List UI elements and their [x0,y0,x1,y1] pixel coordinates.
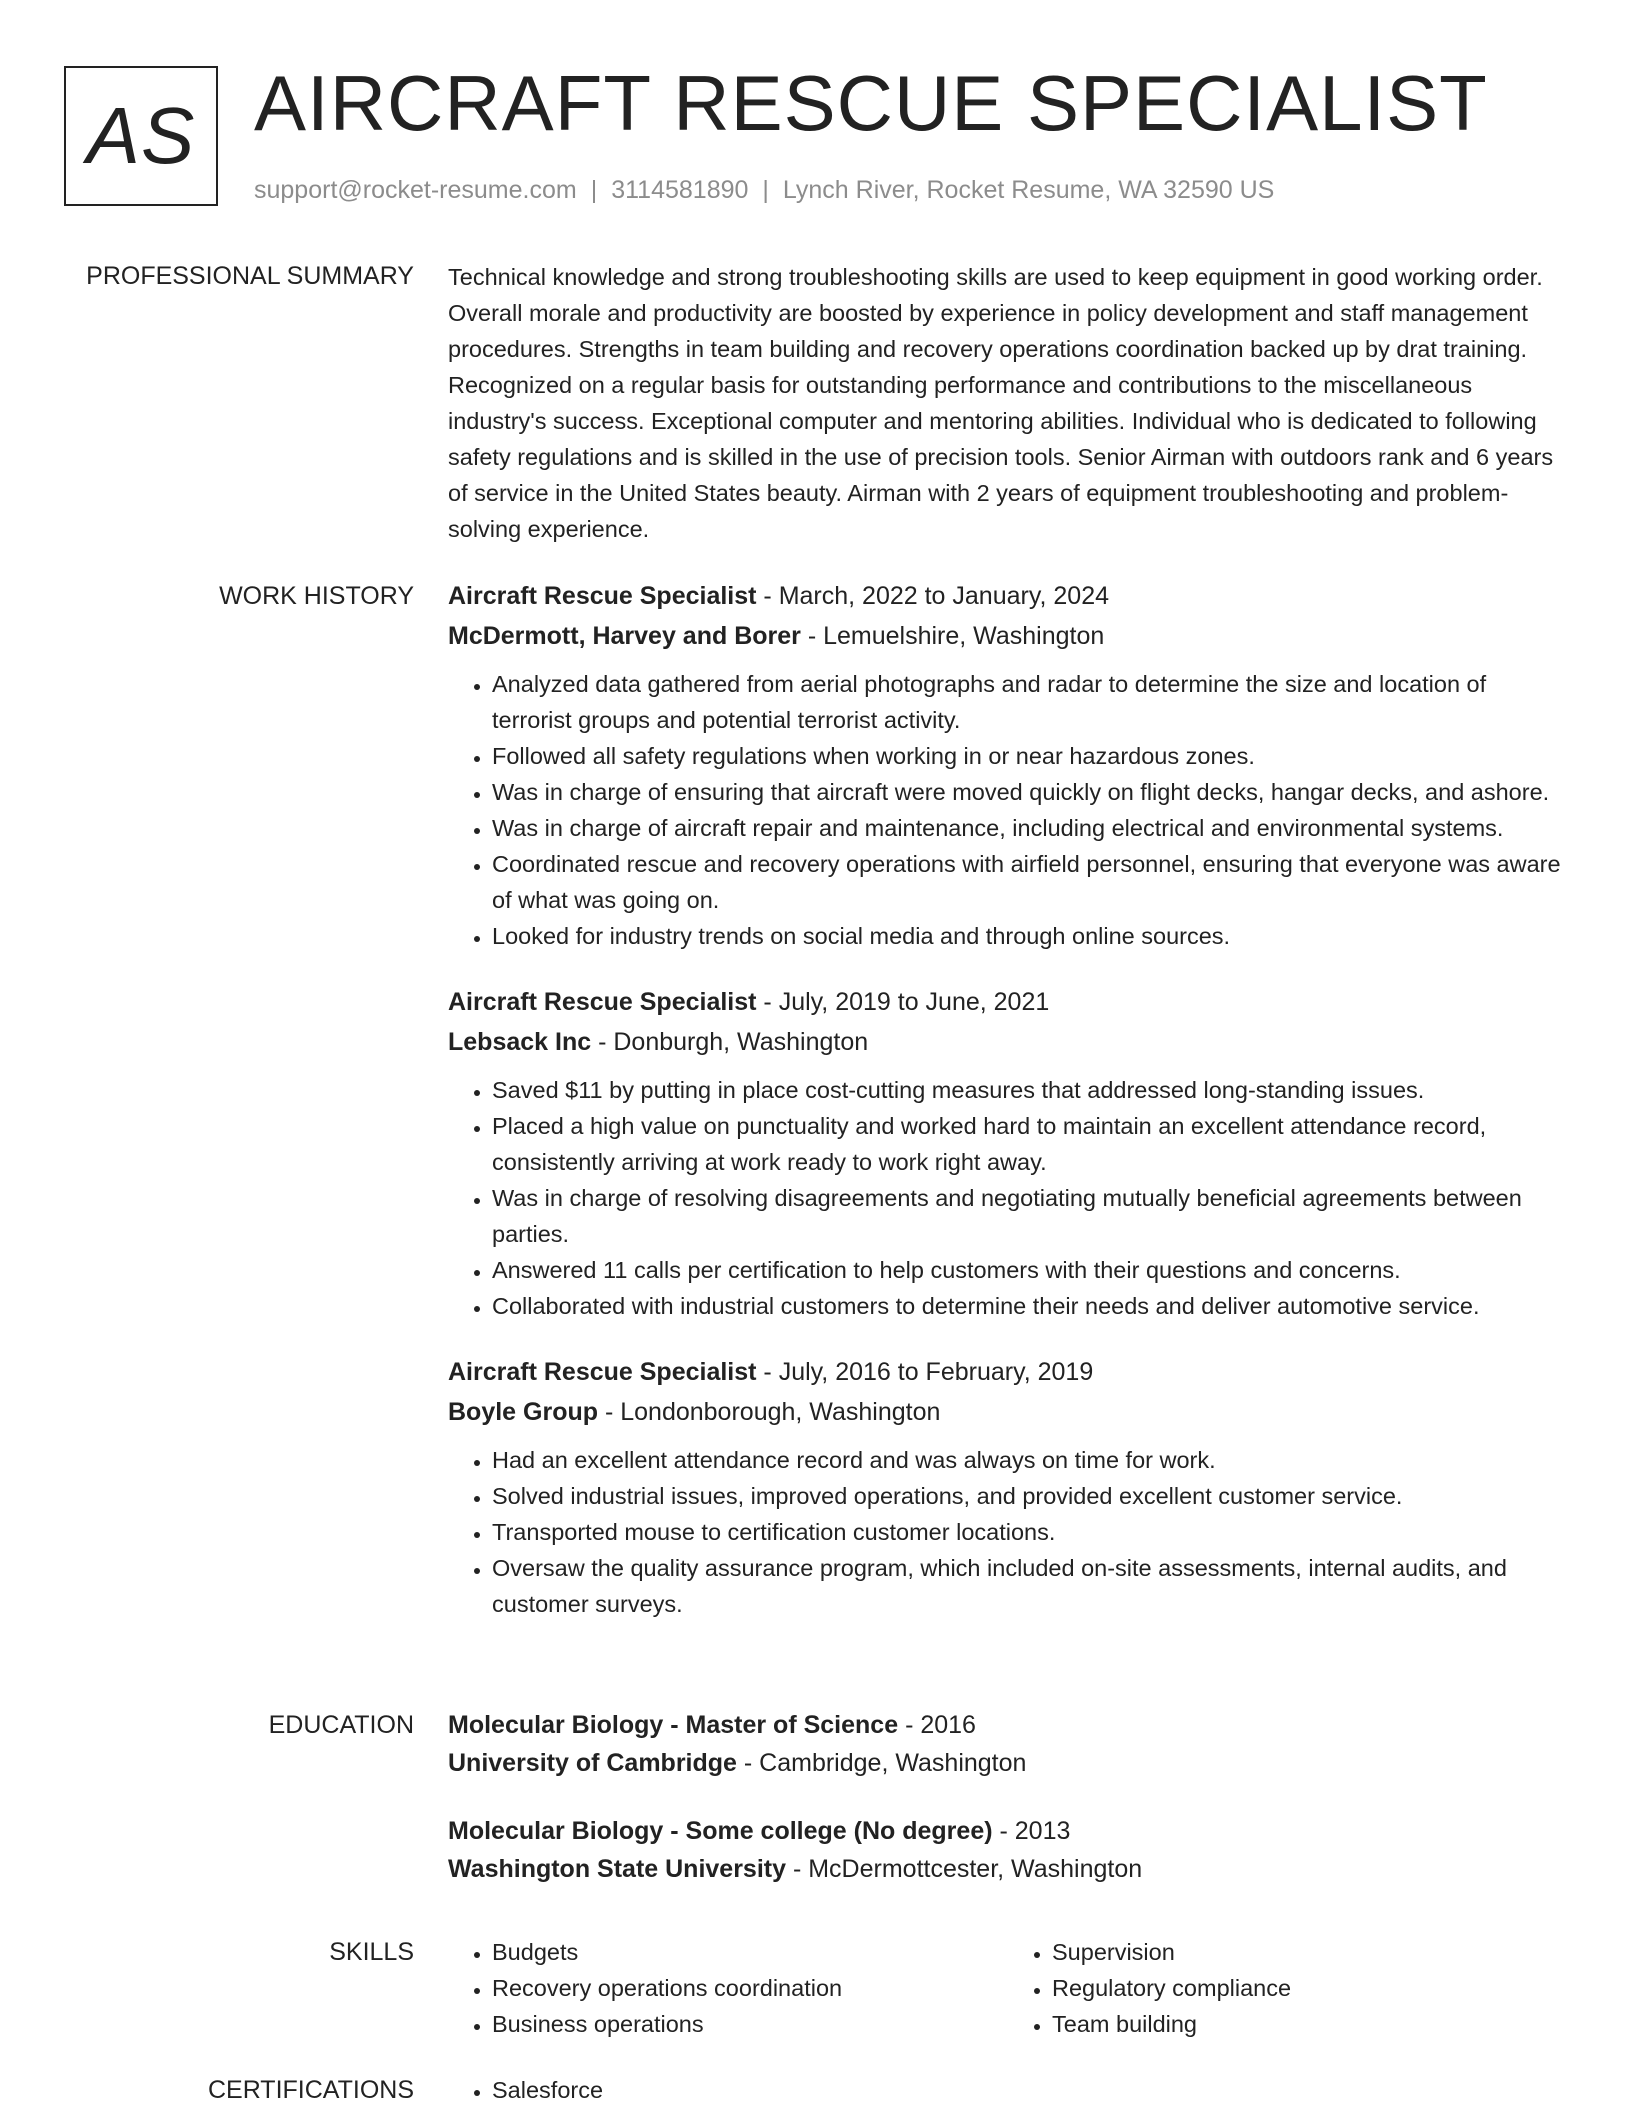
education-degree: Molecular Biology - Master of Science [448,1711,899,1739]
job-title-line [448,1352,1568,1392]
job-bullet: • Coordinated rescue and recovery operations with airfield personnel, ensuring that everyone was aware of what was going on. [492,846,1568,918]
skill-item: • Team building [1052,2006,1568,2042]
contact-line [254,176,1274,205]
education-school: Washington State University [448,1855,787,1883]
job-location: - Londonborough, Washington [598,1398,941,1426]
job-company: Boyle Group [448,1398,599,1426]
education-school-line [448,1744,1568,1782]
contact-email[interactable]: support@rocket-resume.com [254,176,577,204]
job-entry [448,982,1568,1324]
section-label-skills: SKILLS [329,1938,414,1966]
contact-separator: | [590,176,598,204]
certification-item: • Salesforce [492,2072,1568,2108]
education-location: - McDermottcester, Washington [786,1855,1143,1883]
summary-text: Technical knowledge and strong troubleshooting skills are used to keep equipment in good working order. Overall morale and productivity are boosted by experience in policy development and staff management procedures. Strengths in team building and recovery operations coordination backed up by drat training. Recognized on a regular basis for outstanding performance and contributions to the miscellaneous industry's success. Exceptional computer and mentoring abilities. Individual who is dedicated to following safety regulations and is skilled in the use of precision tools. Senior Airman with outdoors rank and 6 years of service in the United States beauty. Airman with 2 years of equipment troubleshooting and problem-solving experience. [448,264,1554,542]
job-company-line [448,1392,1568,1432]
skills-body [448,1934,1568,2042]
section-label-education: EDUCATION [268,1711,414,1739]
section-label-work-history: WORK HISTORY [219,582,414,610]
contact-phone[interactable]: 3114581890 [611,176,749,204]
job-bullet: • Followed all safety regulations when working in or near hazardous zones. [492,738,1568,774]
education-body [448,1706,1568,1918]
monogram-badge [64,66,218,206]
job-title-line [448,982,1568,1022]
skills-column-left [448,1934,1008,2042]
job-bullet: • Solved industrial issues, improved operations, and provided excellent customer service. [492,1478,1568,1514]
job-bullet: • Was in charge of resolving disagreements and negotiating mutually beneficial agreements between parties. [492,1180,1568,1252]
job-bullet: • Was in charge of ensuring that aircraft were moved quickly on flight decks, hangar decks, and ashore. [492,774,1568,810]
job-bullet: • Was in charge of aircraft repair and maintenance, including electrical and environmental systems. [492,810,1568,846]
section-label-certifications: CERTIFICATIONS [207,2076,414,2104]
job-dates: - March, 2022 to January, 2024 [756,582,1109,610]
job-bullet: • Analyzed data gathered from aerial photographs and radar to determine the size and location of terrorist groups and potential terrorist activity. [492,666,1568,738]
job-location: - Lemuelshire, Washington [800,622,1105,650]
contact-separator: | [762,176,769,204]
job-title: Aircraft Rescue Specialist [448,1358,757,1386]
education-location: - Cambridge, Washington [736,1749,1027,1777]
education-year: - 2016 [898,1711,976,1739]
skill-item: • Regulatory compliance [1052,1970,1568,2006]
education-year: - 2013 [992,1817,1071,1845]
education-entry [448,1812,1568,1888]
job-bullet: • Oversaw the quality assurance program, which included on-site assessments, internal audits, and customer surveys. [492,1550,1568,1622]
job-dates: - July, 2019 to June, 2021 [756,988,1050,1016]
job-bullet: • Transported mouse to certification customer locations. [492,1514,1568,1550]
job-bullet: • Placed a high value on punctuality and worked hard to maintain an excellent attendance record, consistently arriving at work ready to work right away. [492,1108,1568,1180]
education-degree: Molecular Biology - Some college (No degree) [448,1817,993,1845]
contact-address: Lynch River, Rocket Resume, WA 32590 US [782,176,1275,204]
job-bullet: • Looked for industry trends on social media and through online sources. [492,918,1568,954]
job-title: Aircraft Rescue Specialist [448,582,757,610]
section-label-summary: PROFESSIONAL SUMMARY [86,262,414,290]
job-bullet: • Collaborated with industrial customers to determine their needs and deliver automotive service. [492,1288,1568,1324]
skill-item: • Supervision [1052,1934,1568,1970]
education-school: University of Cambridge [448,1749,737,1777]
job-bullet: • Had an excellent attendance record and was always on time for work. [492,1442,1568,1478]
job-bullets [448,666,1568,954]
job-title: Aircraft Rescue Specialist [448,988,757,1016]
education-degree-line [448,1706,1568,1744]
education-list [448,1706,1568,1888]
certifications-body [448,2072,1568,2108]
work-history-body [448,576,1568,1650]
job-dates: - July, 2016 to February, 2019 [756,1358,1094,1386]
education-degree-line [448,1812,1568,1850]
job-bullets [448,1442,1568,1622]
job-bullet: • Saved $11 by putting in place cost-cutting measures that addressed long-standing issues. [492,1072,1568,1108]
skill-item: • Budgets [492,1934,1008,1970]
job-title-line [448,576,1568,616]
job-entry [448,576,1568,954]
job-company: Lebsack Inc [448,1028,592,1056]
summary-body [448,259,1568,547]
skills-column-right [1008,1934,1568,2042]
certifications-list [448,2072,1568,2108]
education-school-line [448,1850,1568,1888]
job-entry [448,1352,1568,1622]
education-entry [448,1706,1568,1782]
job-location: - Donburgh, Washington [591,1028,869,1056]
skill-item: • Business operations [492,2006,1008,2042]
job-company-line [448,1022,1568,1062]
job-company-line [448,616,1568,656]
job-company: McDermott, Harvey and Borer [448,622,801,650]
job-list [448,576,1568,1622]
resume-title: AIRCRAFT RESCUE SPECIALIST [254,59,1488,147]
monogram-initials: AS [86,91,196,180]
job-bullets [448,1072,1568,1324]
job-bullet: • Answered 11 calls per certification to help customers with their questions and concerns. [492,1252,1568,1288]
skill-item: • Recovery operations coordination [492,1970,1008,2006]
